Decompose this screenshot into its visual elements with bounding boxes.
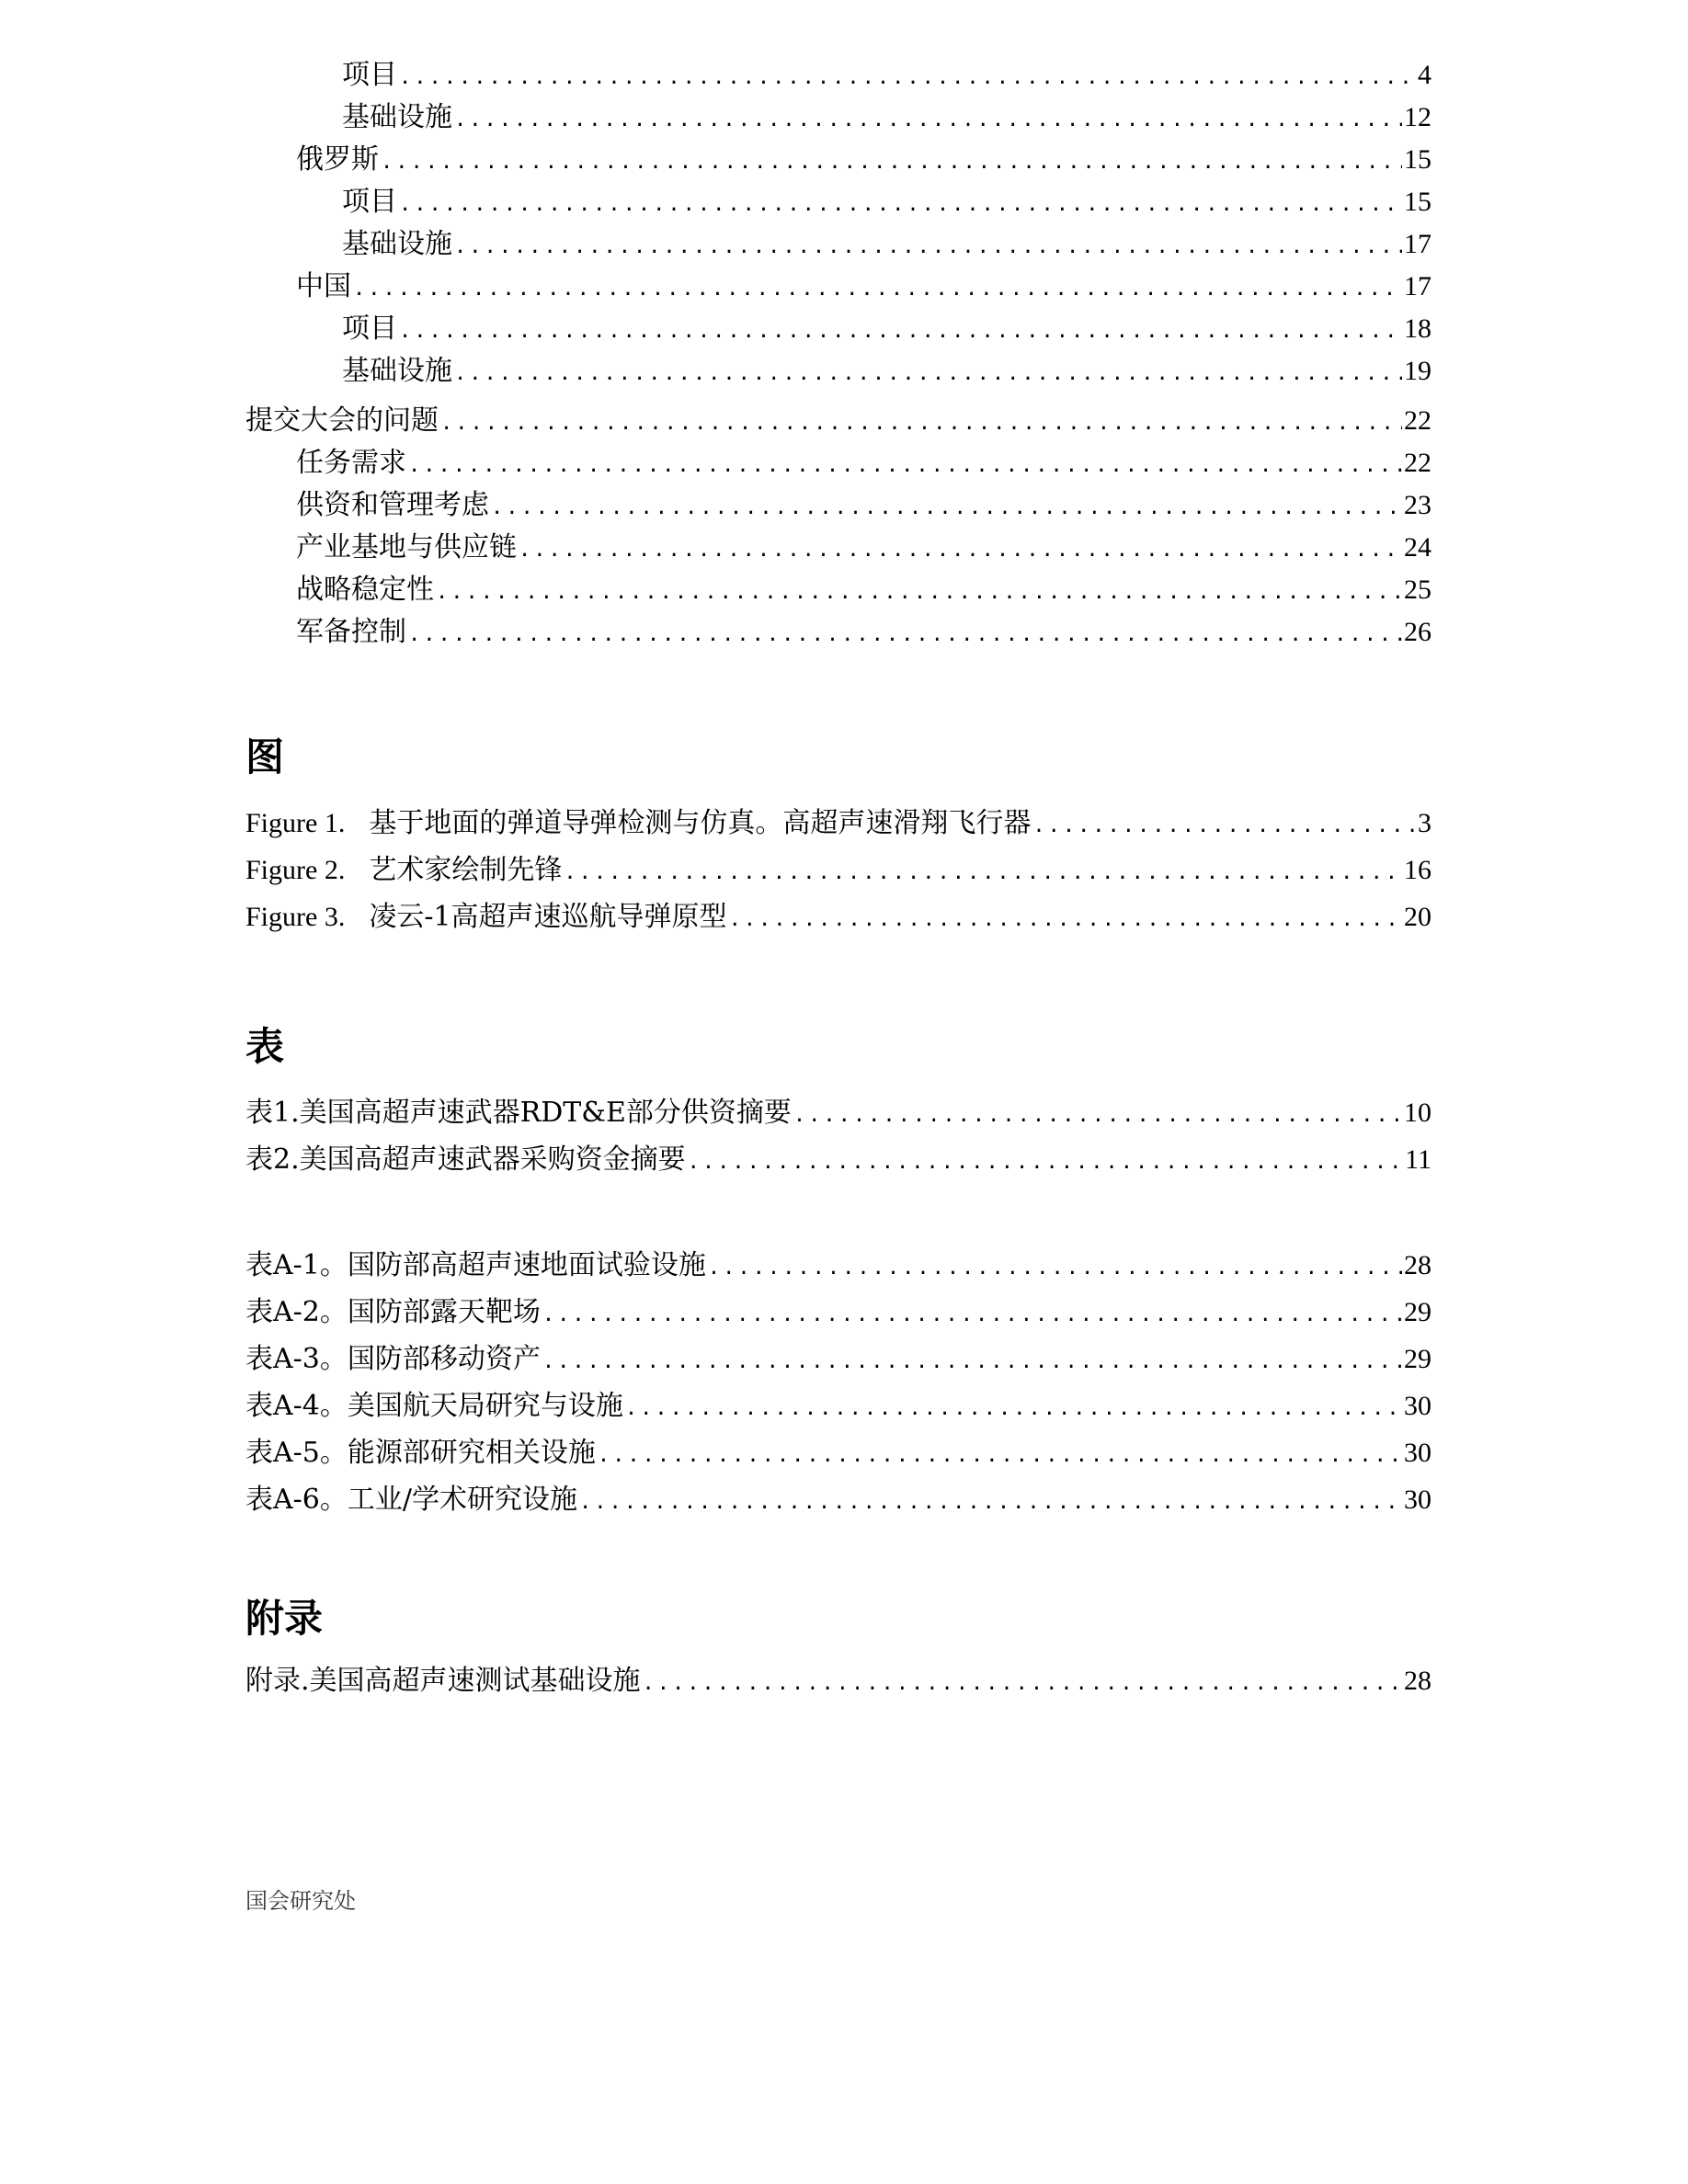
toc-entry-page: 4: [1418, 60, 1431, 90]
dot-leader: [688, 1141, 1403, 1185]
toc-entry-label: 基础设施: [342, 101, 452, 133]
dot-leader: [519, 530, 1402, 570]
table-entry-page: 10: [1404, 1098, 1431, 1128]
toc-entry-page: 15: [1404, 144, 1431, 175]
table-entry-page: 11: [1405, 1144, 1431, 1175]
figure-entry-page: 16: [1404, 855, 1431, 885]
figures-heading: 图: [245, 734, 285, 779]
figure-number: Figure 1.: [245, 808, 346, 838]
figure-entry-label-wrap: [245, 848, 562, 893]
toc-entry-label: 项目: [342, 59, 397, 91]
dot-leader: [542, 1340, 1402, 1384]
dot-leader: [399, 312, 1402, 351]
dot-leader: [625, 1387, 1402, 1431]
toc-entry-page: 19: [1404, 356, 1431, 386]
table-entry-page: 29: [1404, 1297, 1431, 1327]
dot-leader: [381, 142, 1402, 182]
table-entry-label: 表A-1。国防部高超声速地面试验设施: [245, 1249, 706, 1281]
dot-leader: [579, 1481, 1402, 1525]
figure-entry-label: 基于地面的弹道导弹检测与仿真。高超声速滑翔飞行器: [369, 807, 1032, 839]
table-entry-label: 表A-5。能源部研究相关设施: [245, 1437, 596, 1469]
toc-entry-label: 项目: [342, 186, 397, 218]
toc-entry-label: 军备控制: [296, 616, 406, 648]
toc-entry-label: 基础设施: [342, 355, 452, 387]
dot-leader: [708, 1246, 1402, 1291]
toc-page: [245, 55, 1431, 1706]
toc-entry-label: 任务需求: [296, 447, 406, 479]
dot-leader: [436, 573, 1402, 612]
toc-entry[interactable]: [245, 485, 1431, 528]
appendix-entry-page: 28: [1404, 1666, 1431, 1696]
table-entry-label: 表2.美国高超声速武器采购资金摘要: [245, 1143, 686, 1176]
dot-leader: [643, 1662, 1402, 1706]
dot-leader: [399, 58, 1416, 97]
toc-entry-page: 26: [1404, 617, 1431, 647]
figure-entry-label-wrap: [245, 895, 727, 939]
table-entry-label: 表A-6。工业/学术研究设施: [245, 1484, 577, 1516]
toc-entry[interactable]: [245, 224, 1431, 267]
table-entry-label: 表A-3。国防部移动资产: [245, 1343, 541, 1375]
tables-list: [245, 1091, 1431, 1185]
tables-heading: 表: [245, 1024, 285, 1069]
toc-entry-label: 基础设施: [342, 228, 452, 260]
toc-entry-page: 17: [1404, 229, 1431, 259]
figure-number: Figure 3.: [245, 902, 346, 932]
table-entry[interactable]: [245, 1384, 1431, 1431]
dot-leader: [454, 227, 1402, 267]
toc-entry[interactable]: [245, 443, 1431, 485]
figure-entry-label: 凌云-1高超声速巡航导弹原型: [369, 901, 727, 933]
toc-entry-page: 25: [1404, 574, 1431, 605]
toc-entry-label: 供资和管理考虑: [296, 489, 489, 521]
figure-number: Figure 2.: [245, 855, 346, 885]
dot-leader: [454, 354, 1402, 393]
toc-entry-label: 提交大会的问题: [245, 404, 439, 437]
toc-entry[interactable]: [245, 528, 1431, 570]
toc-entry-label: 中国: [296, 270, 351, 302]
toc-entry-page: 22: [1404, 405, 1431, 436]
dot-leader: [1032, 804, 1416, 848]
figure-entry-label-wrap: [245, 802, 1031, 846]
dot-leader: [598, 1434, 1402, 1478]
dot-leader: [399, 185, 1402, 224]
toc-entry-label: 产业基地与供应链: [296, 531, 517, 563]
table-entry[interactable]: [245, 1091, 1431, 1138]
toc-entry[interactable]: [245, 351, 1431, 393]
dot-leader: [408, 615, 1402, 654]
table-entry-label: 表A-2。国防部露天靶场: [245, 1296, 541, 1328]
table-entry-page: 28: [1404, 1250, 1431, 1280]
figure-entry-page: 20: [1404, 902, 1431, 932]
dot-leader: [408, 446, 1402, 485]
dot-leader: [542, 1293, 1402, 1337]
toc-entry[interactable]: [245, 570, 1431, 612]
toc-entry-label: 项目: [342, 313, 397, 345]
table-entry-page: 30: [1404, 1484, 1431, 1515]
appendix-entry[interactable]: [245, 1659, 1431, 1706]
table-entry-page: 29: [1404, 1344, 1431, 1374]
toc-entry-page: 15: [1404, 187, 1431, 217]
appendix-tables-list: [245, 1244, 1431, 1525]
table-entry[interactable]: [245, 1291, 1431, 1337]
toc-entry-page: 12: [1404, 102, 1431, 132]
table-entry-page: 30: [1404, 1438, 1431, 1468]
appendix-heading: 附录: [245, 1596, 324, 1641]
toc-entry[interactable]: [245, 612, 1431, 654]
toc-entry-page: 22: [1404, 448, 1431, 478]
figure-entry[interactable]: [245, 848, 1431, 895]
toc-entry[interactable]: [245, 140, 1431, 182]
dot-leader: [440, 404, 1402, 443]
toc-entry-label: 战略稳定性: [296, 574, 434, 606]
figure-entry[interactable]: [245, 802, 1431, 848]
dot-leader: [454, 100, 1402, 140]
toc-entry-page: 17: [1404, 271, 1431, 301]
toc-entry[interactable]: [245, 401, 1431, 443]
toc-entry[interactable]: [245, 97, 1431, 140]
toc-entry[interactable]: [245, 309, 1431, 351]
table-entry-page: 30: [1404, 1391, 1431, 1421]
appendix-entry-label: 附录.美国高超声速测试基础设施: [245, 1665, 641, 1697]
toc-entry-page: 23: [1404, 490, 1431, 520]
toc-entry-label: 俄罗斯: [296, 143, 379, 176]
table-entry[interactable]: [245, 1337, 1431, 1384]
toc-entry[interactable]: [245, 55, 1431, 97]
dot-leader: [353, 269, 1402, 309]
page-footer: 国会研究处: [245, 1888, 356, 1914]
dot-leader: [793, 1094, 1402, 1138]
table-entry[interactable]: [245, 1478, 1431, 1525]
toc-entry-page: 18: [1404, 313, 1431, 344]
table-entry[interactable]: [245, 1244, 1431, 1291]
toc-entry[interactable]: [245, 182, 1431, 224]
table-entry-label: 表1.美国高超声速武器RDT&E部分供资摘要: [245, 1097, 792, 1129]
figure-entry-page: 3: [1418, 808, 1431, 838]
table-entry-label: 表A-4。美国航天局研究与设施: [245, 1390, 623, 1422]
table-entry[interactable]: [245, 1138, 1431, 1185]
toc-continued-list: [245, 55, 1431, 654]
appendix-list: [245, 1659, 1431, 1706]
toc-entry-page: 24: [1404, 532, 1431, 563]
dot-leader: [564, 851, 1402, 895]
dot-leader: [729, 898, 1402, 942]
figures-list: [245, 802, 1431, 942]
figure-entry[interactable]: [245, 895, 1431, 942]
toc-entry[interactable]: [245, 267, 1431, 309]
dot-leader: [491, 488, 1402, 528]
table-entry[interactable]: [245, 1431, 1431, 1478]
figure-entry-label: 艺术家绘制先锋: [369, 854, 563, 886]
